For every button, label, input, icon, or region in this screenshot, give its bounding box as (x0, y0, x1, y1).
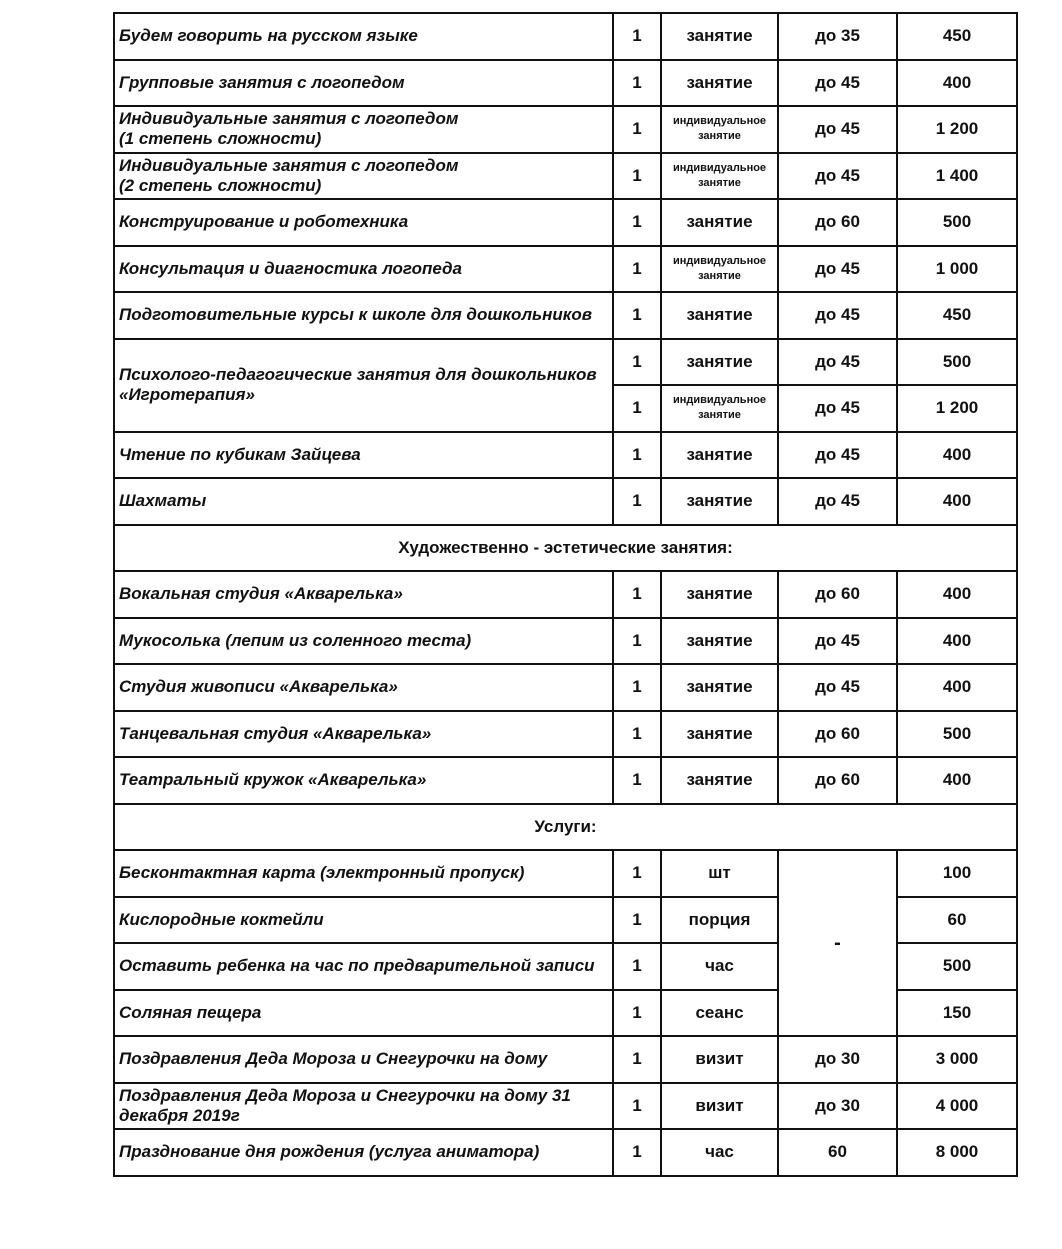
unit: визит (661, 1036, 778, 1083)
service-name: Мукосолька (лепим из соленного теста) (114, 618, 613, 665)
price: 500 (897, 711, 1017, 758)
service-name-line: Поздравления Деда Мороза и Снегурочки на дому 31 (119, 1085, 571, 1105)
unit (661, 246, 778, 293)
duration: до 45 (778, 246, 897, 293)
duration: до 45 (778, 339, 897, 386)
service-name: Шахматы (114, 478, 613, 525)
price: 4 000 (897, 1083, 1017, 1130)
duration: до 45 (778, 432, 897, 479)
price: 60 (897, 897, 1017, 944)
price: 400 (897, 664, 1017, 711)
service-name-line: Психолого-педагогические занятия для дошкольников (119, 365, 597, 384)
service-name-line: декабря 2019г (119, 1105, 240, 1125)
quantity: 1 (613, 432, 661, 479)
quantity: 1 (613, 990, 661, 1037)
quantity: 1 (613, 199, 661, 246)
section-heading: Художественно - эстетические занятия: (114, 525, 1017, 572)
duration: до 60 (778, 571, 897, 618)
unit-line: индивидуальное (672, 394, 767, 407)
unit: час (661, 1129, 778, 1176)
service-name: Будем говорить на русском языке (114, 13, 613, 60)
unit-line: индивидуальное (672, 161, 767, 174)
duration: до 45 (778, 478, 897, 525)
table-row (114, 13, 1017, 60)
duration: до 45 (778, 385, 897, 432)
service-name-line: Индивидуальные занятия с логопедом (119, 155, 459, 175)
service-name: Соляная пещера (114, 990, 613, 1037)
duration: до 45 (778, 153, 897, 200)
unit: занятие (661, 60, 778, 107)
quantity: 1 (613, 850, 661, 897)
table-row (114, 339, 1017, 386)
unit: занятие (661, 664, 778, 711)
duration: до 60 (778, 711, 897, 758)
service-name: Оставить ребенка на час по предварительной записи (114, 943, 613, 990)
duration: до 45 (778, 292, 897, 339)
service-name: Празднование дня рождения (услуга аниматора) (114, 1129, 613, 1176)
duration: до 45 (778, 106, 897, 153)
service-name: Кислородные коктейли (114, 897, 613, 944)
unit: час (661, 943, 778, 990)
price: 400 (897, 571, 1017, 618)
table-row (114, 246, 1017, 293)
unit-line: занятие (698, 269, 741, 282)
price: 400 (897, 757, 1017, 804)
price-table (113, 12, 1018, 1177)
quantity: 1 (613, 60, 661, 107)
table-row (114, 106, 1017, 153)
quantity: 1 (613, 1129, 661, 1176)
table-row (114, 60, 1017, 107)
duration: - (778, 850, 897, 1036)
price: 100 (897, 850, 1017, 897)
table-row (114, 153, 1017, 200)
service-name-line: (2 степень сложности) (119, 175, 322, 195)
unit (661, 153, 778, 200)
service-name (114, 153, 613, 200)
quantity: 1 (613, 106, 661, 153)
duration: до 35 (778, 13, 897, 60)
unit-line: индивидуальное (672, 254, 767, 267)
unit: занятие (661, 432, 778, 479)
quantity: 1 (613, 478, 661, 525)
price: 400 (897, 432, 1017, 479)
price: 1 200 (897, 106, 1017, 153)
unit: занятие (661, 292, 778, 339)
quantity: 1 (613, 153, 661, 200)
price: 3 000 (897, 1036, 1017, 1083)
unit-line: занятие (698, 130, 741, 143)
service-name: Поздравления Деда Мороза и Снегурочки на дому (114, 1036, 613, 1083)
service-name-line: Индивидуальные занятия с логопедом (119, 109, 459, 129)
quantity: 1 (613, 711, 661, 758)
unit: занятие (661, 571, 778, 618)
service-name: Групповые занятия с логопедом (114, 60, 613, 107)
duration: до 30 (778, 1083, 897, 1130)
section-row (114, 525, 1017, 572)
service-name: Танцевальная студия «Акварелька» (114, 711, 613, 758)
table-row (114, 711, 1017, 758)
unit-line: занятие (698, 176, 741, 189)
price: 1 000 (897, 246, 1017, 293)
unit-line: занятие (698, 409, 741, 422)
quantity: 1 (613, 664, 661, 711)
unit (661, 385, 778, 432)
price: 450 (897, 292, 1017, 339)
unit-line: индивидуальное (672, 115, 767, 128)
price: 1 400 (897, 153, 1017, 200)
quantity: 1 (613, 571, 661, 618)
price: 400 (897, 60, 1017, 107)
table-row (114, 292, 1017, 339)
quantity: 1 (613, 1083, 661, 1130)
unit: занятие (661, 339, 778, 386)
price: 8 000 (897, 1129, 1017, 1176)
service-name-line: (1 степень сложности) (119, 129, 322, 149)
quantity: 1 (613, 246, 661, 293)
quantity: 1 (613, 385, 661, 432)
table-row (114, 664, 1017, 711)
section-heading: Услуги: (114, 804, 1017, 851)
service-name: Вокальная студия «Акварелька» (114, 571, 613, 618)
service-name: Конструирование и роботехника (114, 199, 613, 246)
duration: до 60 (778, 199, 897, 246)
price: 500 (897, 199, 1017, 246)
table-row (114, 432, 1017, 479)
table-row (114, 618, 1017, 665)
price: 450 (897, 13, 1017, 60)
table-row (114, 199, 1017, 246)
quantity: 1 (613, 339, 661, 386)
duration: до 60 (778, 757, 897, 804)
price: 500 (897, 943, 1017, 990)
service-name: Студия живописи «Акварелька» (114, 664, 613, 711)
service-name (114, 1083, 613, 1130)
unit: занятие (661, 711, 778, 758)
table-row (114, 1083, 1017, 1130)
price: 150 (897, 990, 1017, 1037)
service-name-line: «Игротерапия» (119, 385, 255, 404)
quantity: 1 (613, 13, 661, 60)
unit: шт (661, 850, 778, 897)
table-row (114, 1129, 1017, 1176)
service-name (114, 106, 613, 153)
quantity: 1 (613, 897, 661, 944)
quantity: 1 (613, 618, 661, 665)
quantity: 1 (613, 292, 661, 339)
unit: занятие (661, 199, 778, 246)
duration: до 45 (778, 60, 897, 107)
table-row (114, 850, 1017, 897)
service-name: Подготовительные курсы к школе для дошкольников (114, 292, 613, 339)
unit: порция (661, 897, 778, 944)
unit: визит (661, 1083, 778, 1130)
table-row (114, 478, 1017, 525)
unit: занятие (661, 13, 778, 60)
table-row (114, 1036, 1017, 1083)
quantity: 1 (613, 757, 661, 804)
unit: занятие (661, 618, 778, 665)
price: 400 (897, 618, 1017, 665)
quantity: 1 (613, 943, 661, 990)
section-row (114, 804, 1017, 851)
duration: до 30 (778, 1036, 897, 1083)
service-name: Бесконтактная карта (электронный пропуск) (114, 850, 613, 897)
price: 500 (897, 339, 1017, 386)
service-name (114, 339, 613, 432)
unit: сеанс (661, 990, 778, 1037)
duration: до 45 (778, 664, 897, 711)
unit: занятие (661, 478, 778, 525)
service-name: Театральный кружок «Акварелька» (114, 757, 613, 804)
service-name: Консультация и диагностика логопеда (114, 246, 613, 293)
duration: до 45 (778, 618, 897, 665)
quantity: 1 (613, 1036, 661, 1083)
service-name: Чтение по кубикам Зайцева (114, 432, 613, 479)
table-row (114, 757, 1017, 804)
unit: занятие (661, 757, 778, 804)
price: 1 200 (897, 385, 1017, 432)
price: 400 (897, 478, 1017, 525)
unit (661, 106, 778, 153)
duration: 60 (778, 1129, 897, 1176)
table-row (114, 571, 1017, 618)
